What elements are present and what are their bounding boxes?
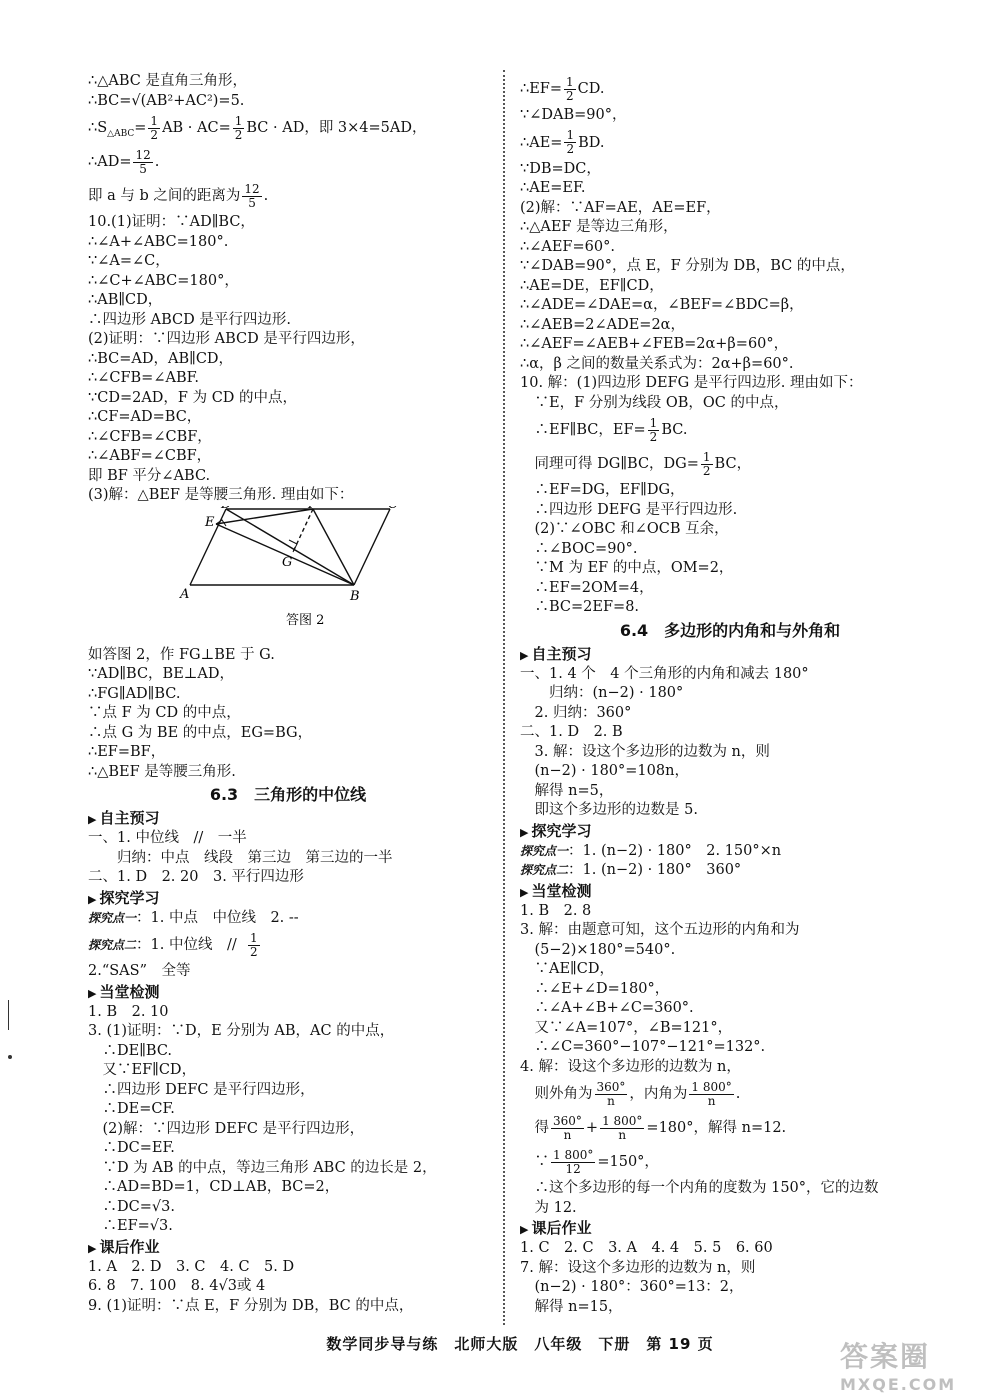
fraction [148,115,160,142]
homework-block [88,1258,488,1317]
text-line: ∵∠DAB=90°， [520,107,627,123]
text-fragment: BC， [714,456,752,472]
fraction [689,1081,733,1108]
text-line: (n−2) · 180°：360°=13：2， [520,1279,744,1295]
text-fragment: 同理可得 DG∥BC，DG= [520,456,699,472]
text-line: ∵E，F 分别为线段 OB，OC 的中点， [520,394,789,411]
denominator: 5 [139,161,147,176]
triangle-icon: ▶ [88,892,97,906]
fraction [595,1081,628,1108]
numerator: 1 [702,449,711,464]
section-title-6-4: 6.4 多边形的内角和与外角和 [619,620,841,640]
check-block [520,902,940,1078]
probe-label: 探究点二 [520,863,569,877]
text-line: 为 12. [520,1199,577,1216]
triangle-icon: ▶ [88,1241,97,1255]
text-line: ∴∠A+∠ABC=180°. [88,233,229,250]
denominator: 2 [249,944,258,959]
text-line: ∴∠AEF=∠AEB+∠FEB=2α+β=60°， [520,336,789,352]
text-fragment: ∴AE= [520,134,563,151]
denominator: 12 [565,1161,581,1176]
text-line: 二、1. D 2. 20 3. 平行四边形 [88,869,304,885]
numerator: 1 800° [691,1079,732,1094]
text-line: ∴∠C+∠ABC=180°， [88,272,239,289]
right-column [520,72,940,1317]
text-line: ∴EF=√3. [88,1218,173,1234]
text-line: (n−2) · 180°=108n， [520,763,689,779]
heading-text: 自主预习 [99,809,160,827]
text-line: 解得 n=15， [520,1298,623,1315]
text-line: ∵AE∥CD， [520,961,614,977]
text-line: ∴△BEF 是等腰三角形. [88,763,236,780]
text-fragment: ：1. 中位线 // [136,937,237,953]
question-10-block [88,213,488,506]
text-line: (2)证明：∵四边形 ABCD 是平行四边形， [88,331,365,347]
denominator: 2 [566,88,574,103]
text-line: ∴∠BOC=90°. [520,540,638,557]
fraction [551,1149,595,1176]
text-line: ∴四边形 DEFC 是平行四边形， [88,1081,315,1098]
left-column [88,72,488,1316]
heading-self-preview [520,644,940,665]
text-line: 9. (1)证明：∵点 E，F 分别为 DB，BC 的中点， [88,1297,414,1314]
heading-check [88,982,488,1003]
parallelogram-diagram [88,506,488,646]
text-line: ∴∠ABF=∠CBF， [88,448,212,464]
text-fragment: + [585,1120,599,1136]
text-line: ∴DC=√3. [88,1198,175,1215]
text-fragment: =180°，解得 n=12. [646,1120,787,1136]
text-fragment: ∵ [520,1154,549,1170]
text-fragment: ：1. (n−2) · 180° 360° [568,862,742,878]
text-line [520,1111,940,1145]
text-fragment: △ABC [107,128,135,139]
fraction [701,451,713,478]
text-fragment: 即 a 与 b 之间的距离为 [88,188,241,204]
text-line: 6. 8 7. 100 8. 4√3或 4 [88,1278,266,1294]
heading-explore [520,821,940,842]
text-line: ∴∠ADE=∠DAE=α，∠BEF=∠BDC=β， [520,297,804,313]
text-line: 2.“SAS” 全等 [88,963,191,979]
heading-self-preview [88,808,488,829]
denominator: 2 [566,142,575,156]
text-line: (2)∵∠OBC 和∠OCB 互余， [520,521,729,537]
text-line [88,928,488,962]
label-E: E [205,514,215,530]
watermark-logo [840,1335,990,1397]
denominator: 2 [234,127,243,142]
text-fragment: BC · AD，即 3×4=5AD， [246,120,427,136]
homework-block [520,1239,940,1317]
text-line: ∴∠AEB=2∠ADE=2α， [520,316,685,333]
text-line: 如答图 2，作 FG⊥BE 于 G. [88,646,275,663]
numerator: 1 [566,128,575,142]
denominator: n [607,1093,615,1108]
numerator: 360° [596,1079,626,1094]
text-fragment: CD. [577,81,605,97]
page-footer: 数学同步导与练 北师大版 八年级 下册 第 19 页 [326,1335,714,1353]
text-line: ∵AD∥BC，BE⊥AD， [88,666,235,682]
text-fragment: ∴AD= [88,154,132,170]
text-line: ∴AD= $\frac{12}{5}$ . [88,147,160,176]
text-line: ∴∠C=360°−107°−121°=132°. [520,1039,766,1055]
text-line: 7. 解：设这个多边形的边数为 n，则 [520,1259,756,1276]
heading-homework [520,1218,940,1239]
numerator: 12 [244,181,260,196]
watermark-bottom: MXQE.COM [840,1375,957,1394]
numerator: 1 800° [602,1113,643,1128]
triangle-icon: ▶ [88,813,97,826]
text-line: 3. 解：设这个多边形的边数为 n，则 [520,743,770,760]
heading-text: 当堂检测 [99,982,160,1001]
text-line [520,126,940,160]
fraction [564,76,576,103]
text-line [520,413,940,447]
text-line [520,447,940,481]
margin-mark [8,1000,13,1030]
text-line: (5−2)×180°=540°. [520,941,676,958]
denominator: n [563,1127,572,1142]
text-fragment: . [735,1086,741,1102]
label-C [388,506,398,512]
text-fragment: ∴EF∥BC，EF= [520,422,646,438]
text-fragment: BD. [578,134,605,151]
text-line [88,909,488,929]
text-line: ∴α，β 之间的数量关系式为：2α+β=60°. [520,355,794,372]
denominator: 2 [150,127,159,142]
text-line: ∵∠A=∠C， [88,253,170,269]
text-line [520,72,940,106]
text-fragment: BC. [661,422,688,438]
text-line: ∴EF=BF， [88,744,166,760]
text-line [520,1077,940,1111]
text-line: ∴FG∥AD∥BC. [88,685,181,702]
numerator: 1 [234,113,243,128]
text-line: 3. 解：由题意可知，这个五边形的内角和为 [520,922,800,938]
denominator: 2 [649,429,658,444]
figure-2 [88,506,488,646]
text-line: ∴AE=DE，EF∥CD， [520,277,664,294]
numerator: 1 [649,415,658,430]
probe-label: 探究点一 [520,843,569,858]
text-line: ∴BC=√(AB²+AC²)=5. [88,92,245,109]
heading-text: 探究学习 [99,888,160,907]
text-line: 归纳：(n−2) · 180° [520,685,684,701]
text-line [520,861,940,881]
text-line: ∴这个多边形的每一个内角的度数为 150°，它的边数 [520,1180,879,1196]
triangle-icon: ▶ [520,1223,529,1236]
self-preview-block [88,829,488,888]
text-fragment: 得 [520,1120,549,1136]
heading-homework [88,1237,488,1258]
probe-label: 探究点一 [88,910,137,925]
check-block [88,1003,488,1237]
text-line: ∴∠A+∠B+∠C=360°. [520,1000,694,1016]
text-fragment: ，内角为 [629,1086,688,1102]
text-line: ∴∠CFB=∠CBF， [88,428,212,445]
denominator: 5 [248,195,256,210]
label-G: G [282,554,293,570]
text-line: 4. 解：设这个多边形的边数为 n， [520,1058,741,1075]
text-line: ∴△ABC 是直角三角形， [88,73,247,89]
text-line: 10.(1)证明：∵AD∥BC， [88,214,255,230]
heading-check [520,881,940,902]
text-line: ∴DE=CF. [88,1101,175,1117]
triangle-icon: ▶ [520,648,529,662]
text-line: ∴∠AEF=60°. [520,238,615,255]
text-line: 3. (1)证明：∵D，E 分别为 AB，AC 的中点， [88,1023,395,1039]
text-line: ∴∠CFB=∠ABF. [88,370,200,386]
text-line: ∴EF=2OM=4， [520,579,654,596]
text-line: ∴四边形 ABCD 是平行四边形. [88,311,291,328]
text-fragment: ∴EF= [520,81,563,97]
label-F [307,506,318,512]
text-line: 10. 解：(1)四边形 DEFG 是平行四边形. 理由如下： [520,375,863,391]
text-line: 即 a 与 b 之间的距离为 $\frac{12}{5}$ . [88,181,269,210]
text-line: ∵点 F 为 CD 的中点， [88,705,241,721]
text-line: (2)解：∵AF=AE，AE=EF， [520,199,721,216]
fraction [133,149,152,176]
denominator: n [707,1093,716,1108]
text-line: (3)解：△BEF 是等腰三角形. 理由如下： [88,487,354,503]
numerator: 1 800° [553,1147,594,1162]
text-line: 即这个多边形的边数是 5. [520,802,698,818]
fraction [564,129,576,156]
triangle-icon: ▶ [520,825,529,839]
numerator: 1 [150,113,159,128]
text-line: 又∵∠A=107°，∠B=121°， [520,1019,733,1036]
denominator: 2 [702,463,711,478]
text-line: 1. B 2. 10 [88,1003,169,1020]
text-line: ∴AB∥CD， [88,292,163,308]
fraction [600,1115,644,1142]
text-fragment: ∴S [88,120,108,136]
margin-dot [8,1055,12,1059]
probe-label: 探究点二 [88,938,137,952]
text-line: 1. B 2. 8 [520,902,592,919]
heading-text: 当堂检测 [531,881,592,900]
text-line: (2)解：∵四边形 DEFC 是平行四边形， [88,1120,365,1137]
denominator: n [618,1127,627,1142]
text-line: ∴∠E+∠D=180°， [520,980,670,997]
label-B: B [350,588,360,604]
text-line: ∴△AEF 是等边三角形， [520,219,678,235]
text-line: ∵DB=DC， [520,160,601,177]
text-line: 一、1. 中位线 // 一半 [88,830,247,846]
text-line: ∴BC=2EF=8. [520,599,640,615]
fraction [248,932,260,959]
text-fragment: 则外角为 [520,1086,593,1102]
text-line: ∴EF=DG，EF∥DG， [520,482,685,498]
text-line: ∴AD=BD=1，CD⊥AB，BC=2， [88,1179,340,1195]
text-line: 1. C 2. C 3. A 4. 4 5. 5 6. 60 [520,1240,773,1256]
text-line: ∵CD=2AD，F 为 CD 的中点， [88,389,298,406]
label-A: A [180,586,190,602]
label-D [220,506,232,512]
self-preview-block [520,665,940,821]
triangle-icon: ▶ [520,885,529,899]
text-line: ∴BC=AD，AB∥CD， [88,350,234,367]
text-line [520,842,940,862]
text-line: ∴AE=EF. [520,180,586,196]
numerator: 1 [566,74,574,89]
fraction [242,183,261,210]
heading-explore [88,888,488,909]
solution-block [520,160,940,414]
text-line: 即 BF 平分∠ABC. [88,467,211,484]
numerator: 360° [553,1113,582,1128]
fraction [233,115,245,142]
text-line: ∴DE∥BC. [88,1042,173,1059]
column-divider [503,70,505,1325]
watermark-top: 答案圈 [840,1340,931,1373]
heading-text: 课后作业 [99,1237,160,1256]
heading-text: 自主预习 [531,644,592,663]
figure-caption: 答图 2 [286,612,325,628]
text-line: ∵M 为 EF 的中点，OM=2， [520,560,734,576]
heading-text: 探究学习 [531,821,592,840]
triangle-icon: ▶ [88,986,97,1000]
text-fragment: = [134,120,147,136]
text-line: 又∵EF∥CD， [88,1062,197,1078]
text-fragment: =150°， [597,1154,659,1170]
section-title-6-3: 6.3 三角形的中位线 [209,785,367,804]
check-tail-block [520,1179,940,1218]
text-fragment: AB · AC= [162,120,231,136]
numerator: 12 [135,147,151,162]
numerator: 1 [249,930,258,945]
text-line: 1. A 2. D 3. C 4. C 5. D [88,1258,295,1275]
text-line: ∵D 为 AB 的中点，等边三角形 ABC 的边长是 2， [88,1159,437,1176]
text-line: ∴DC=EF. [88,1140,175,1156]
text-line [520,1145,940,1179]
text-line: ∴四边形 DEFG 是平行四边形. [520,501,738,518]
text-line: 解得 n=5， [520,782,614,799]
text-fragment: ：1. (n−2) · 180° 2. 150°×n [568,842,782,859]
text-fragment: ：1. 中点 中位线 2. -- [136,909,299,926]
text-line: 2. 归纳：360° [520,704,632,721]
text-line: 一、1. 4 个 4 个三角形的内角和减去 180° [520,665,809,682]
text-line: ∴CF=AD=BC， [88,409,202,425]
fraction [648,417,660,444]
solution-block [520,481,940,618]
text-line: ∴点 G 为 BE 的中点，EG=BG， [88,724,313,741]
heading-text: 课后作业 [531,1219,592,1237]
text-line: 二、1. D 2. B [520,724,623,740]
text-line: ∵∠DAB=90°，点 E，F 分别为 DB，BC 的中点， [520,258,855,274]
fraction [551,1115,584,1142]
figure-explanation [88,646,488,783]
text-line: 归纳：中点 线段 第三边 第三边的一半 [88,849,393,866]
text-line [88,111,488,145]
